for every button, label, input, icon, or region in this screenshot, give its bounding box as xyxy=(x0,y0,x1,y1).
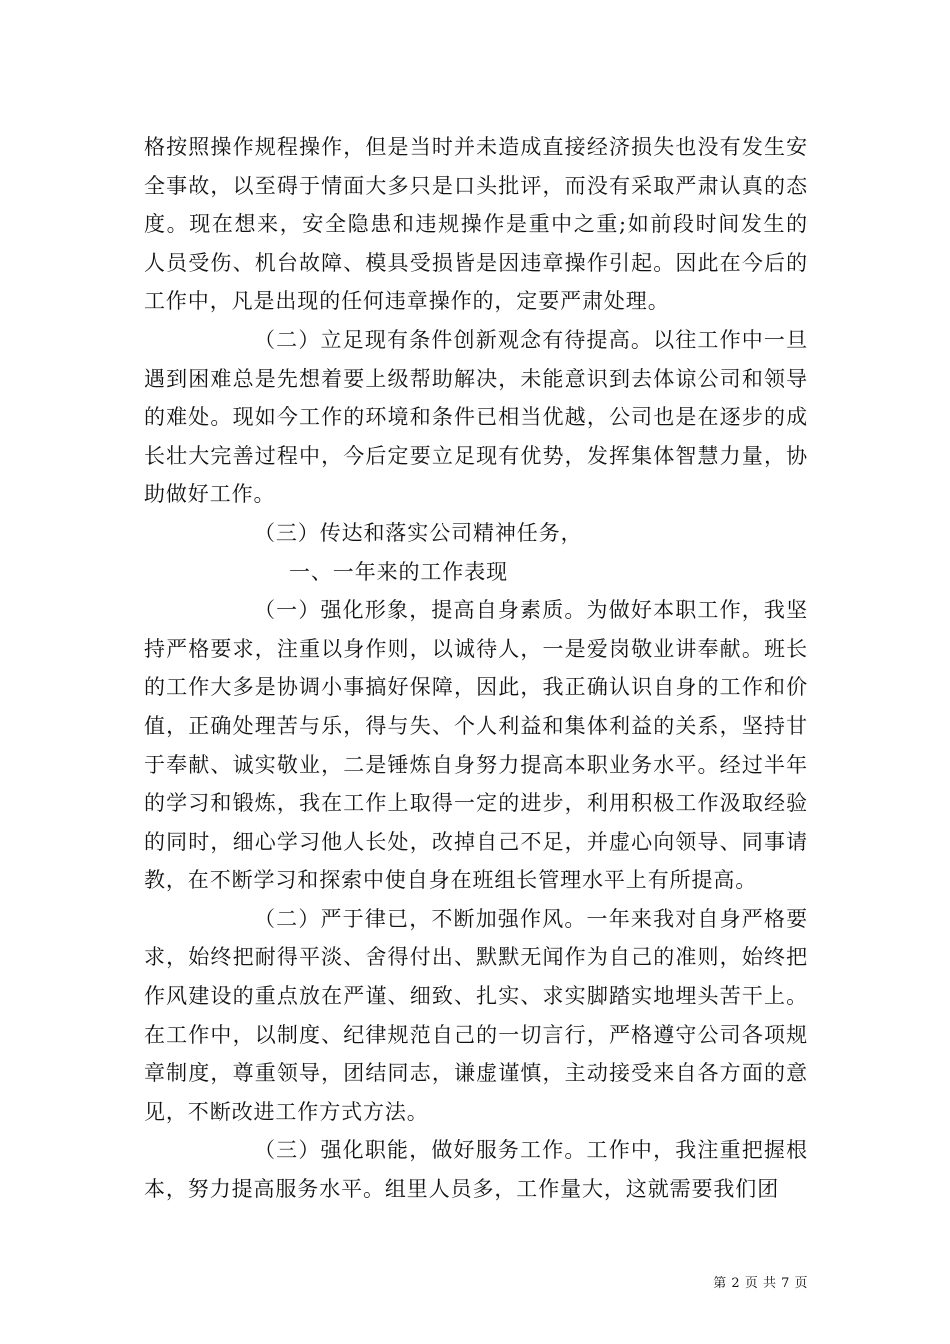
paragraph-section-3: （三）传达和落实公司精神任务， xyxy=(254,520,583,545)
section-heading: 一、一年来的工作表现 xyxy=(289,559,508,584)
page-number-footer: 第 2 页 共 7 页 xyxy=(713,1276,808,1291)
paragraph-performance-2: （二）严于律已，不断加强作风。一年来我对自身严格要求，始终把耐得平淡、舍得付出、默默无闻作为自己的准则，始终把作风建设的重点放在严谨、细致、扎实、求实脚踏实地埋头苦干上。在工作中，以制度、纪律规范自己的一切言行，严格遵守公司各项规章制度，尊重领导，团结同志，谦虚谨慎，主动接受来自各方面的意见，不断改进工作方式方法。 xyxy=(144,906,808,1124)
paragraph-section-2: （二）立足现有条件创新观念有待提高。以往工作中一旦遇到困难总是先想着要上级帮助解决，未能意识到去体谅公司和领导的难处。现如今工作的环境和条件已相当优越，公司也是在逐步的成长壮大完善过程中，今后定要立足现有优势，发挥集体智慧力量，协助做好工作。 xyxy=(144,327,808,507)
document-body xyxy=(144,128,808,1209)
paragraph-performance-3: （三）强化职能，做好服务工作。工作中，我注重把握根本，努力提高服务水平。组里人员多，工作量大，这就需要我们团 xyxy=(144,1138,808,1202)
paragraph-continuation: 格按照操作规程操作，但是当时并未造成直接经济损失也没有发生安全事故，以至碍于情面大多只是口头批评，而没有采取严肃认真的态度。现在想来，安全隐患和违规操作是重中之重;如前段时间发生的人员受伤、机台故障、模具受损皆是因违章操作引起。因此在今后的工作中，凡是出现的任何违章操作的，定要严肃处理。 xyxy=(144,135,808,314)
paragraph-performance-1: （一）强化形象，提高自身素质。为做好本职工作，我坚持严格要求，注重以身作则，以诚待人，一是爱岗敬业讲奉献。班长的工作大多是协调小事搞好保障，因此，我正确认识自身的工作和价值，正确处理苦与乐，得与失、个人利益和集体利益的关系，坚持甘于奉献、诚实敬业，二是锤炼自身努力提高本职业务水平。经过半年的学习和锻炼，我在工作上取得一定的进步，利用积极工作汲取经验的同时，细心学习他人长处，改掉自己不足，并虚心向领导、同事请教，在不断学习和探索中使自身在班组长管理水平上有所提高。 xyxy=(144,598,808,893)
